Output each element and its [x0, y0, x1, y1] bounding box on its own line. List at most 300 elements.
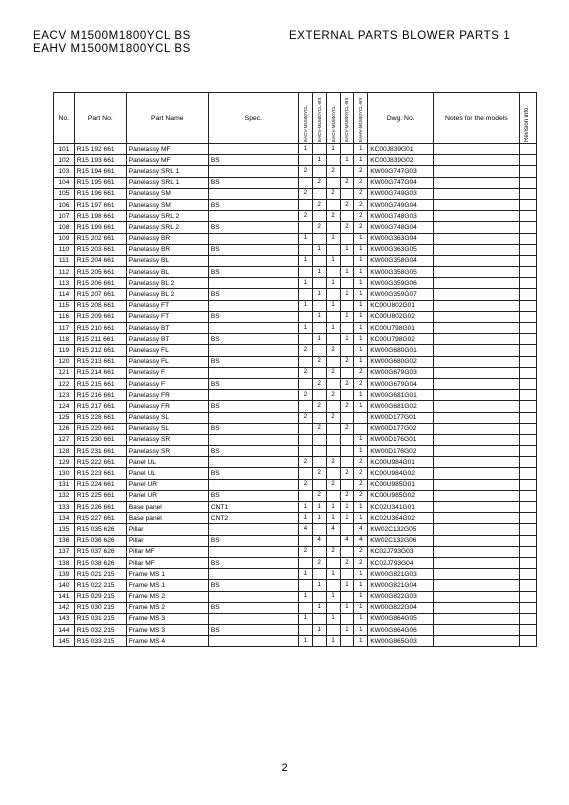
row-no: 110: [54, 244, 75, 255]
row-revision: [519, 188, 536, 199]
row-part-name: Panelassy FL: [126, 345, 208, 356]
row-no: 143: [54, 613, 75, 624]
row-qty-4: 2: [340, 356, 354, 367]
row-qty-5: 1: [354, 636, 368, 647]
row-qty-4: 2: [340, 423, 354, 434]
row-revision: [519, 211, 536, 222]
row-revision: [519, 177, 536, 188]
row-revision: [519, 199, 536, 210]
row-no: 128: [54, 446, 75, 457]
row-qty-5: 2: [354, 166, 368, 177]
row-qty-3: [326, 490, 340, 501]
col-header-model-2: EACV-M1500YCL-BS: [312, 93, 326, 144]
row-qty-3: [326, 289, 340, 300]
row-revision: [519, 390, 536, 401]
row-qty-2: [312, 613, 326, 624]
row-no: 137: [54, 546, 75, 557]
row-spec: [208, 636, 298, 647]
row-no: 107: [54, 211, 75, 222]
row-notes: [434, 390, 520, 401]
col-header-no: No.: [54, 93, 75, 144]
row-qty-5: 2: [354, 479, 368, 490]
row-qty-1: [298, 267, 312, 278]
row-qty-2: 2: [312, 356, 326, 367]
row-no: 115: [54, 300, 75, 311]
row-notes: [434, 625, 520, 636]
row-dwg-no: KW00G822G04: [368, 602, 434, 613]
row-no: 103: [54, 166, 75, 177]
row-dwg-no: KC00U984G02: [368, 468, 434, 479]
row-notes: [434, 602, 520, 613]
row-revision: [519, 401, 536, 412]
row-qty-3: 2: [326, 412, 340, 423]
row-part-name: Panel UL: [126, 457, 208, 468]
row-qty-5: 1: [354, 289, 368, 300]
row-qty-3: [326, 311, 340, 322]
row-qty-1: [298, 177, 312, 188]
row-qty-2: 2: [312, 401, 326, 412]
row-dwg-no: KW00G821G03: [368, 569, 434, 580]
row-part-name: Panelassy SL: [126, 412, 208, 423]
row-qty-1: [298, 625, 312, 636]
row-part-no: R15 224 661: [74, 479, 126, 490]
table-row: [54, 311, 537, 322]
row-qty-4: 1: [340, 267, 354, 278]
row-qty-1: [298, 490, 312, 501]
row-qty-1: [298, 244, 312, 255]
row-part-name: Pillar: [126, 535, 208, 546]
row-part-no: R15 217 661: [74, 401, 126, 412]
table-row: [54, 490, 537, 501]
row-dwg-no: KW00D177G01: [368, 412, 434, 423]
row-revision: [519, 569, 536, 580]
row-qty-4: [340, 524, 354, 535]
row-dwg-no: KC02J793G04: [368, 557, 434, 568]
row-dwg-no: KW00G681G02: [368, 401, 434, 412]
row-dwg-no: KW00G358G04: [368, 255, 434, 266]
row-no: 117: [54, 323, 75, 334]
row-revision: [519, 378, 536, 389]
row-qty-4: 2: [340, 468, 354, 479]
row-qty-5: 4: [354, 535, 368, 546]
row-part-name: Panelassy SL: [126, 423, 208, 434]
row-qty-4: [340, 255, 354, 266]
row-qty-1: [298, 401, 312, 412]
row-qty-2: 2: [312, 222, 326, 233]
row-qty-1: [298, 222, 312, 233]
row-notes: [434, 199, 520, 210]
row-dwg-no: KW00G359G07: [368, 289, 434, 300]
row-qty-4: [340, 211, 354, 222]
row-no: 118: [54, 334, 75, 345]
row-notes: [434, 378, 520, 389]
row-qty-5: 2: [354, 177, 368, 188]
row-dwg-no: KW02C132G05: [368, 524, 434, 535]
row-spec: CNT2: [208, 513, 298, 524]
row-no: 119: [54, 345, 75, 356]
row-no: 126: [54, 423, 75, 434]
row-spec: BS: [208, 289, 298, 300]
row-part-name: Panelassy BL 2: [126, 278, 208, 289]
row-revision: [519, 289, 536, 300]
row-dwg-no: KW00G864G05: [368, 613, 434, 624]
row-spec: BS: [208, 580, 298, 591]
row-revision: [519, 524, 536, 535]
row-qty-3: [326, 625, 340, 636]
row-qty-1: [298, 311, 312, 322]
row-qty-3: [326, 177, 340, 188]
row-qty-4: 2: [340, 378, 354, 389]
row-qty-1: [298, 423, 312, 434]
row-revision: [519, 412, 536, 423]
row-qty-5: 2: [354, 211, 368, 222]
row-qty-5: 2: [354, 490, 368, 501]
row-revision: [519, 457, 536, 468]
row-spec: [208, 255, 298, 266]
row-part-name: Panelassy FT: [126, 311, 208, 322]
row-qty-3: 4: [326, 524, 340, 535]
row-notes: [434, 289, 520, 300]
row-qty-5: 1: [354, 244, 368, 255]
row-qty-1: 4: [298, 524, 312, 535]
row-qty-1: [298, 580, 312, 591]
row-qty-2: [312, 446, 326, 457]
row-part-no: R15 210 661: [74, 323, 126, 334]
row-qty-2: 2: [312, 468, 326, 479]
row-part-name: Frame MS 3: [126, 625, 208, 636]
row-dwg-no: KW00G822G03: [368, 591, 434, 602]
row-qty-2: 1: [312, 580, 326, 591]
row-qty-5: 2: [354, 222, 368, 233]
row-notes: [434, 636, 520, 647]
row-no: 105: [54, 188, 75, 199]
row-revision: [519, 580, 536, 591]
row-qty-1: 2: [298, 457, 312, 468]
row-notes: [434, 401, 520, 412]
row-qty-1: 1: [298, 255, 312, 266]
row-part-no: R15 214 661: [74, 367, 126, 378]
table-row: [54, 625, 537, 636]
table-header-row: [54, 93, 537, 144]
row-part-name: Frame MS 1: [126, 580, 208, 591]
row-revision: [519, 300, 536, 311]
table-row: [54, 636, 537, 647]
row-qty-3: [326, 446, 340, 457]
row-notes: [434, 255, 520, 266]
row-qty-5: [354, 423, 368, 434]
row-qty-5: 4: [354, 524, 368, 535]
row-qty-1: 1: [298, 502, 312, 513]
row-qty-3: 2: [326, 166, 340, 177]
row-qty-2: [312, 144, 326, 155]
row-qty-5: 1: [354, 390, 368, 401]
row-notes: [434, 278, 520, 289]
row-qty-2: 2: [312, 423, 326, 434]
row-qty-1: 1: [298, 591, 312, 602]
row-spec: [208, 144, 298, 155]
row-spec: BS: [208, 334, 298, 345]
row-dwg-no: KW00G679G04: [368, 378, 434, 389]
row-dwg-no: KW00G359G06: [368, 278, 434, 289]
row-part-no: R15 029 215: [74, 591, 126, 602]
row-qty-5: 1: [354, 580, 368, 591]
row-dwg-no: KW00D176G02: [368, 446, 434, 457]
row-qty-5: 2: [354, 468, 368, 479]
row-notes: [434, 524, 520, 535]
row-qty-2: [312, 591, 326, 602]
table-row: [54, 378, 537, 389]
row-spec: [208, 188, 298, 199]
row-no: 132: [54, 490, 75, 501]
row-revision: [519, 356, 536, 367]
row-part-no: R15 230 661: [74, 434, 126, 445]
table-row: [54, 188, 537, 199]
table-row: [54, 401, 537, 412]
row-part-name: Panel UR: [126, 479, 208, 490]
row-dwg-no: KW00G747G04: [368, 177, 434, 188]
row-qty-3: 1: [326, 255, 340, 266]
row-part-name: Panelassy SR: [126, 434, 208, 445]
row-qty-3: 1: [326, 502, 340, 513]
table-row: [54, 591, 537, 602]
row-qty-4: [340, 166, 354, 177]
row-part-name: Panelassy BR: [126, 244, 208, 255]
row-revision: [519, 513, 536, 524]
row-qty-4: 1: [340, 625, 354, 636]
row-revision: [519, 233, 536, 244]
row-qty-2: [312, 569, 326, 580]
table-row: [54, 546, 537, 557]
row-revision: [519, 535, 536, 546]
row-part-name: Panelassy MF: [126, 155, 208, 166]
row-notes: [434, 144, 520, 155]
col-header-model-5: EAHV-M1500YCL-BS: [354, 93, 368, 144]
row-spec: [208, 166, 298, 177]
row-qty-5: 2: [354, 457, 368, 468]
row-qty-3: [326, 244, 340, 255]
row-notes: [434, 267, 520, 278]
row-qty-2: [312, 166, 326, 177]
row-qty-5: 1: [354, 356, 368, 367]
row-spec: [208, 345, 298, 356]
row-spec: BS: [208, 602, 298, 613]
table-row: [54, 155, 537, 166]
row-qty-2: 1: [312, 625, 326, 636]
row-dwg-no: KW00D177G02: [368, 423, 434, 434]
table-row: [54, 434, 537, 445]
row-qty-1: [298, 468, 312, 479]
row-dwg-no: KC00U984G01: [368, 457, 434, 468]
row-no: 127: [54, 434, 75, 445]
row-qty-5: 1: [354, 513, 368, 524]
table-row: [54, 255, 537, 266]
row-part-name: Panelassy FT: [126, 300, 208, 311]
row-qty-4: [340, 446, 354, 457]
row-qty-5: 1: [354, 323, 368, 334]
row-qty-3: 2: [326, 390, 340, 401]
row-no: 108: [54, 222, 75, 233]
row-qty-2: 1: [312, 267, 326, 278]
row-qty-2: 2: [312, 199, 326, 210]
row-part-name: Pillar MF: [126, 557, 208, 568]
table-row: [54, 345, 537, 356]
row-qty-5: 1: [354, 278, 368, 289]
row-dwg-no: KC00U802G02: [368, 311, 434, 322]
row-qty-4: 2: [340, 177, 354, 188]
row-dwg-no: KW00G748G03: [368, 211, 434, 222]
row-qty-4: [340, 412, 354, 423]
row-notes: [434, 535, 520, 546]
row-part-no: R15 033 215: [74, 636, 126, 647]
row-part-no: R15 223 661: [74, 468, 126, 479]
row-part-name: Frame MS 4: [126, 636, 208, 647]
row-dwg-no: KW00G749G03: [368, 188, 434, 199]
table-row: [54, 289, 537, 300]
row-part-no: R15 228 661: [74, 412, 126, 423]
row-qty-2: 1: [312, 311, 326, 322]
row-part-no: R15 229 661: [74, 423, 126, 434]
row-qty-4: [340, 569, 354, 580]
row-no: 134: [54, 513, 75, 524]
row-qty-2: [312, 345, 326, 356]
row-notes: [434, 569, 520, 580]
row-no: 111: [54, 255, 75, 266]
row-part-no: R15 037 626: [74, 546, 126, 557]
col-header-dwg-no: Dwg. No.: [368, 93, 434, 144]
row-part-name: Panelassy SM: [126, 199, 208, 210]
row-part-no: R15 209 661: [74, 311, 126, 322]
table-row: [54, 144, 537, 155]
row-qty-5: 1: [354, 502, 368, 513]
row-part-name: Frame MS 3: [126, 613, 208, 624]
row-dwg-no: KW00G749G04: [368, 199, 434, 210]
row-part-name: Panelassy SRL 1: [126, 166, 208, 177]
row-revision: [519, 278, 536, 289]
row-part-name: Panelassy F: [126, 367, 208, 378]
row-spec: [208, 479, 298, 490]
row-notes: [434, 300, 520, 311]
row-part-name: Frame MS 2: [126, 591, 208, 602]
row-qty-5: 1: [354, 233, 368, 244]
table-row: [54, 267, 537, 278]
row-qty-4: 2: [340, 401, 354, 412]
row-qty-2: 1: [312, 502, 326, 513]
row-part-name: Pillar: [126, 524, 208, 535]
row-part-no: R15 205 661: [74, 267, 126, 278]
row-spec: BS: [208, 490, 298, 501]
row-part-no: R15 227 661: [74, 513, 126, 524]
row-notes: [434, 211, 520, 222]
row-no: 140: [54, 580, 75, 591]
row-qty-4: 4: [340, 535, 354, 546]
row-qty-3: 1: [326, 591, 340, 602]
row-part-name: Panelassy SR: [126, 446, 208, 457]
row-qty-1: [298, 356, 312, 367]
row-no: 136: [54, 535, 75, 546]
row-notes: [434, 423, 520, 434]
row-qty-3: [326, 434, 340, 445]
row-notes: [434, 513, 520, 524]
row-revision: [519, 166, 536, 177]
row-part-no: R15 038 626: [74, 557, 126, 568]
row-qty-3: 2: [326, 345, 340, 356]
table-row: [54, 580, 537, 591]
row-qty-4: [340, 591, 354, 602]
row-part-no: R15 199 661: [74, 222, 126, 233]
row-part-no: R15 196 661: [74, 188, 126, 199]
row-qty-3: 2: [326, 367, 340, 378]
row-revision: [519, 502, 536, 513]
parts-table: [53, 92, 537, 647]
row-spec: BS: [208, 311, 298, 322]
row-qty-5: 2: [354, 378, 368, 389]
row-dwg-no: KW00G747G03: [368, 166, 434, 177]
row-part-no: R15 207 661: [74, 289, 126, 300]
row-qty-3: 2: [326, 188, 340, 199]
page-title: EXTERNAL PARTS BLOWER PARTS 1: [289, 30, 511, 42]
row-revision: [519, 490, 536, 501]
row-no: 102: [54, 155, 75, 166]
row-part-name: Panelassy FR: [126, 390, 208, 401]
row-qty-3: [326, 222, 340, 233]
row-part-no: R15 215 661: [74, 378, 126, 389]
row-qty-4: 2: [340, 490, 354, 501]
row-part-no: R15 216 661: [74, 390, 126, 401]
row-qty-4: [340, 300, 354, 311]
row-part-no: R15 208 661: [74, 300, 126, 311]
row-qty-3: 2: [326, 211, 340, 222]
row-qty-3: [326, 468, 340, 479]
row-part-name: Panelassy BR: [126, 233, 208, 244]
row-spec: BS: [208, 446, 298, 457]
table-row: [54, 535, 537, 546]
row-qty-4: 1: [340, 244, 354, 255]
row-part-name: Panelassy FL: [126, 356, 208, 367]
row-part-name: Panelassy F: [126, 378, 208, 389]
row-revision: [519, 367, 536, 378]
row-qty-4: [340, 323, 354, 334]
row-revision: [519, 311, 536, 322]
table-row: [54, 390, 537, 401]
row-qty-3: [326, 378, 340, 389]
row-part-no: R15 204 661: [74, 255, 126, 266]
row-qty-5: 1: [354, 613, 368, 624]
row-qty-4: [340, 233, 354, 244]
row-qty-4: 1: [340, 311, 354, 322]
row-qty-1: [298, 557, 312, 568]
row-dwg-no: KW02C132G06: [368, 535, 434, 546]
row-part-name: Frame MS 2: [126, 602, 208, 613]
row-qty-2: [312, 479, 326, 490]
row-qty-3: 1: [326, 233, 340, 244]
row-part-no: R15 206 661: [74, 278, 126, 289]
row-no: 139: [54, 569, 75, 580]
row-spec: BS: [208, 356, 298, 367]
row-qty-3: [326, 356, 340, 367]
row-qty-4: [340, 144, 354, 155]
row-qty-1: 1: [298, 300, 312, 311]
table-row: [54, 446, 537, 457]
row-no: 131: [54, 479, 75, 490]
row-dwg-no: KC02U341G01: [368, 502, 434, 513]
row-qty-1: 2: [298, 188, 312, 199]
row-qty-3: [326, 423, 340, 434]
row-revision: [519, 345, 536, 356]
row-revision: [519, 267, 536, 278]
row-notes: [434, 468, 520, 479]
row-revision: [519, 613, 536, 624]
row-revision: [519, 546, 536, 557]
